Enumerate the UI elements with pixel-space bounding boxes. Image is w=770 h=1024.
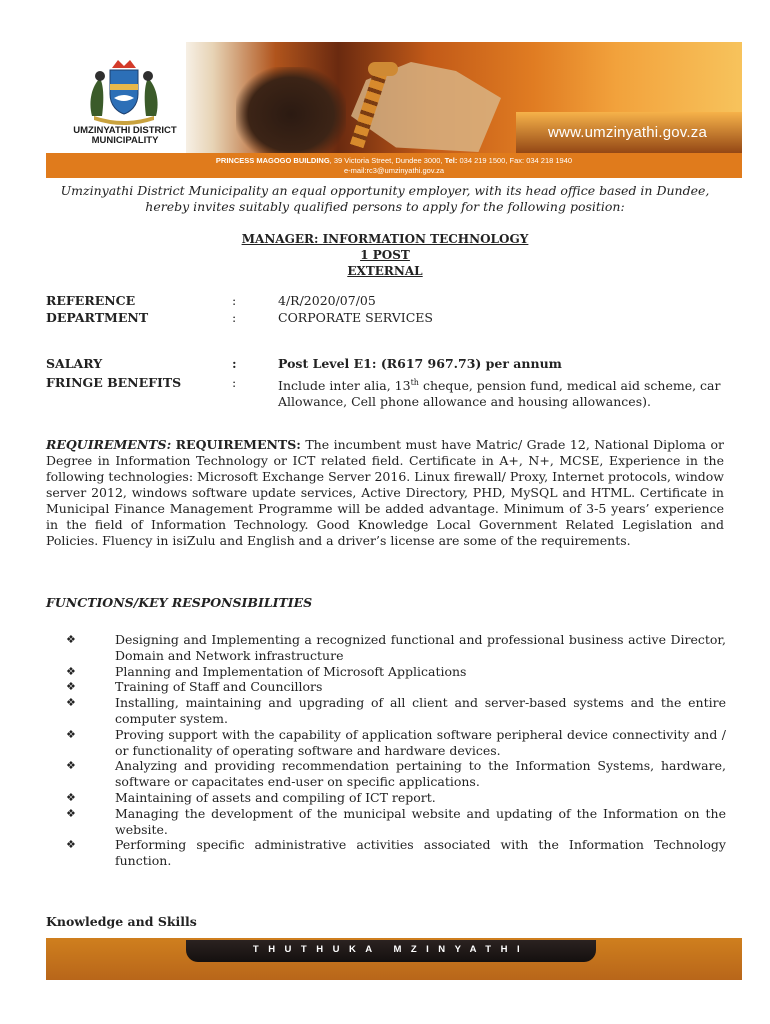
knowledge-skills-heading: Knowledge and Skills (46, 914, 197, 929)
fringe-benefits-text-pre: Include inter alia, 13 (278, 378, 411, 394)
municipality-name-line1: UMZINYATHI DISTRICT (73, 125, 177, 136)
municipality-name-line2: MUNICIPALITY (91, 135, 159, 146)
footer-slogan-pill (186, 940, 596, 962)
position-title: MANAGER: INFORMATION TECHNOLOGY (241, 232, 529, 246)
list-item-text: Training of Staff and Councillors (115, 679, 323, 695)
address-building: PRINCESS MAGOGO BUILDING (215, 156, 330, 165)
buffalo-image (236, 67, 346, 153)
list-item-text: Installing, maintaining and upgrading of all client and server-based systems and the entire computer system. (115, 695, 726, 726)
requirements-label-italic: REQUIREMENTS: (46, 437, 172, 452)
tel-value: 034 219 1500, Fax: 034 218 1940 (457, 156, 573, 165)
position-title-block (46, 231, 724, 279)
fringe-benefits-value (278, 375, 726, 410)
list-item (66, 679, 726, 695)
giraffe-head-image (368, 62, 398, 76)
diamond-bullet-icon: ❖ (66, 633, 76, 646)
diamond-bullet-icon: ❖ (66, 790, 76, 804)
footer-banner (46, 938, 742, 980)
list-item (66, 632, 726, 664)
diamond-bullet-icon: ❖ (66, 727, 76, 741)
list-item-text: Designing and Implementing a recognized functional and professional business active Director, Domain and Network infrastructure (115, 632, 726, 663)
fringe-benefits-sup: th (410, 378, 419, 387)
list-item-text: Performing specific administrative activities associated with the Information Technology function. (115, 837, 726, 869)
department-value: CORPORATE SERVICES (278, 310, 433, 325)
list-item-text: Managing the development of the municipal website and updating of the Information on the website. (115, 805, 726, 837)
position-posts: 1 POST (360, 248, 410, 262)
website-url: www.umzinyathi.gov.za (548, 124, 707, 141)
intro-paragraph: Umzinyathi District Municipality an equal opportunity employer, with its head office based in Dundee, hereby invites suitably qualified persons to apply for the following position: (60, 183, 710, 214)
colon: : (232, 310, 237, 325)
reference-label: REFERENCE (46, 293, 136, 308)
list-item (66, 806, 726, 838)
tel-label: Tel: (444, 156, 458, 165)
responsibilities-list (66, 632, 726, 869)
colon: : (232, 293, 237, 308)
address-bar (46, 153, 742, 178)
requirements-text: The incumbent must have Matric/ Grade 12, National Diploma or Degree in Information Technology or ICT related field. Certificate in A+, N+, MCSE, Experience in the following technologies: Microsoft Exchange Server 2016. Linux firewall/ Proxy, Internet protocols, window server 2012, windows software update services, Active Directory, PHD, MySQL and HTML. Certificate in Municipal Finance Management Programme will be added advantage. Minimum of 3-5 years’ experience in the field of Information Technology. Good Knowledge Local Government Related Legislation and Policies. Fluency in isiZulu and English and a driver’s license are some of the requirements. (46, 437, 724, 548)
department-label: DEPARTMENT (46, 310, 149, 325)
requirements-paragraph (46, 437, 724, 549)
list-item-text: Maintaining of assets and compiling of ICT report. (115, 789, 436, 805)
diamond-bullet-icon: ❖ (66, 759, 76, 773)
municipality-name (55, 126, 195, 146)
diamond-bullet-icon: ❖ (66, 838, 76, 852)
address-line (46, 156, 742, 165)
diamond-bullet-icon: ❖ (66, 664, 76, 678)
reference-value: 4/R/2020/07/05 (278, 293, 376, 308)
list-item (66, 727, 726, 759)
colon: : (232, 375, 237, 390)
diamond-bullet-icon: ❖ (66, 696, 76, 710)
list-item (66, 664, 726, 680)
responsibilities-heading: FUNCTIONS/KEY RESPONSIBILITIES (46, 595, 313, 610)
fringe-benefits-label: FRINGE BENEFITS (46, 375, 182, 390)
list-item-text: Proving support with the capability of application software peripheral device connectivity and / or functionality of operating software and hardware devices. (115, 726, 726, 758)
footer-slogan: THUTHUKA MZINYATHI (252, 944, 530, 955)
list-item-text: Analyzing and providing recommendation pertaining to the Information Systems, hardware, software or capacitates end-user on specific applications. (115, 758, 726, 790)
list-item (66, 695, 726, 727)
list-item (66, 790, 726, 806)
list-item-text: Planning and Implementation of Microsoft Applications (115, 663, 467, 679)
list-item (66, 758, 726, 790)
colon: : (232, 356, 237, 371)
fringe-benefits-text-post: cheque, pension fund, medical aid scheme, car Allowance, Cell phone allowance and housing allowances). (278, 378, 721, 410)
salary-label: SALARY (46, 356, 103, 371)
diamond-bullet-icon: ❖ (66, 806, 76, 820)
position-type: EXTERNAL (347, 264, 423, 278)
list-item (66, 837, 726, 869)
coat-of-arms-icon (84, 56, 164, 126)
requirements-label: REQUIREMENTS: (175, 437, 301, 452)
diamond-bullet-icon: ❖ (66, 680, 76, 694)
email-line: e-mail:rc3@umzinyathi.gov.za (343, 166, 444, 175)
address-street: , 39 Victoria Street, Dundee 3000, (329, 156, 445, 165)
salary-value: Post Level E1: (R617 967.73) per annum (278, 356, 562, 371)
